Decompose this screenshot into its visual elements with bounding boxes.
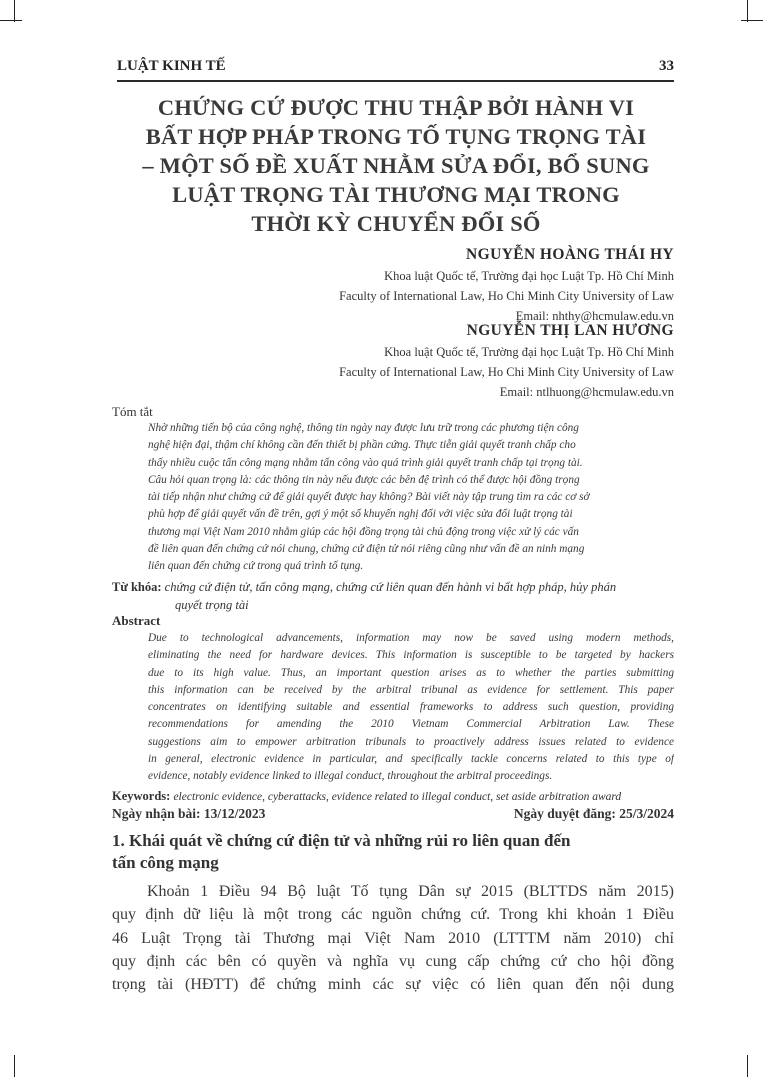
- author-affiliation-en: Faculty of International Law, Ho Chi Minh City University of Law: [339, 365, 674, 379]
- keywords-en: [112, 787, 674, 806]
- body-line: trọng tài (HĐTT) để chứng minh các sự việc có liên quan đến nội dung: [112, 976, 674, 994]
- title-line: THỜI KỲ CHUYỂN ĐỔI SỐ: [251, 211, 541, 236]
- summary-line: thương mại Việt Nam 2010 nhằm giúp các hội đồng trọng tài chủ động trong việc xử lý các vấn: [148, 525, 579, 538]
- crop-mark-bottom-right: [747, 1055, 748, 1077]
- keywords-en-label: Keywords:: [112, 789, 171, 803]
- abstract-line: Due to technological advancements, information may now be saved using modern methods,: [148, 632, 674, 644]
- summary-line: phù hợp để giải quyết vấn đề trên, gợi ý một số khuyến nghị đối với việc sửa đổi luật trọng tài: [148, 508, 573, 521]
- body-paragraph: [112, 880, 674, 996]
- author-email: Email: ntlhuong@hcmulaw.edu.vn: [499, 385, 674, 399]
- abstract-line: eliminating the need for hardware devices. This information is susceptible to be targeted by hackers: [148, 649, 674, 662]
- page-number: 33: [659, 58, 674, 74]
- abstract-line: in general, electronic evidence in particular, and specifically tackle concerns related to this type of: [148, 753, 674, 766]
- crop-mark-top-left-h: [0, 20, 22, 21]
- author-block: [339, 320, 674, 402]
- author-affiliation-vi: Khoa luật Quốc tế, Trường đại học Luật Tp. Hồ Chí Minh: [384, 269, 674, 283]
- summary-label: Tóm tắt: [112, 404, 153, 419]
- keywords-vi-label: Từ khóa:: [112, 580, 162, 594]
- crop-mark-bottom-left: [14, 1055, 15, 1077]
- section-heading-line: tấn công mạng: [112, 853, 219, 872]
- summary-line: đề liên quan đến chứng cứ nói chung, chứng cứ điện tử nói riêng cũng như vấn đề an ninh mạng: [148, 543, 585, 556]
- journal-name: LUẬT KINH TẾ: [117, 58, 226, 74]
- article-title: [100, 93, 692, 238]
- title-line: – MỘT SỐ ĐỀ XUẤT NHẰM SỬA ĐỔI, BỔ SUNG: [142, 153, 650, 178]
- author-affiliation-en: Faculty of International Law, Ho Chi Minh City University of Law: [339, 289, 674, 303]
- abstract-line: evidence, notably evidence linked to illegal conduct, throughout the arbitral proceedings.: [148, 770, 553, 783]
- running-header: [117, 58, 674, 75]
- summary-line: Câu hỏi quan trọng là: các thông tin này nếu được các bên đệ trình có thể được hội đồng trọng: [148, 473, 580, 486]
- keywords-vi-text: chứng cứ điện tử, tấn công mạng, chứng cứ liên quan đến hành vi bất hợp pháp, hủy phán: [164, 580, 617, 594]
- date-accepted: Ngày duyệt đăng: 25/3/2024: [513, 806, 674, 821]
- summary-line: nghệ hiện đại, thậm chí không cần đến thiết bị phần cứng. Thực tiễn giải quyết tranh chấp cho: [148, 439, 576, 452]
- summary-line: thấy nhiều cuộc tấn công mạng nhằm tấn công vào quá trình giải quyết tranh chấp tại trọng tài.: [148, 456, 583, 469]
- title-line: BẤT HỢP PHÁP TRONG TỐ TỤNG TRỌNG TÀI: [145, 124, 647, 149]
- abstract-line: due to its high value. Thus, an important question arises as to whether the parties submitting: [148, 666, 674, 679]
- keywords-en-text: electronic evidence, cyberattacks, evidence related to illegal conduct, set aside arbitration award: [173, 791, 622, 803]
- keywords-vi-text-cont: quyết trọng tài: [175, 598, 249, 612]
- keywords-vi-cont: [175, 596, 674, 614]
- author-name: NGUYỄN THỊ LAN HƯƠNG: [466, 322, 674, 339]
- section-heading: [112, 830, 674, 874]
- author-name: NGUYỄN HOÀNG THÁI HY: [466, 246, 674, 263]
- author-email: Email: nhthy@hcmulaw.edu.vn: [515, 309, 674, 323]
- crop-mark-top-right-h: [741, 20, 763, 21]
- section-heading-line: 1. Khái quát về chứng cứ điện tử và những rủi ro liên quan đến: [112, 831, 571, 850]
- abstract-line: recommendations for amending the 2010 Vietnam Commercial Arbitration Law. These: [148, 718, 674, 731]
- keywords-vi: [112, 578, 674, 596]
- author-block: [339, 244, 674, 326]
- article-dates: [112, 806, 674, 822]
- author-affiliation-vi: Khoa luật Quốc tế, Trường đại học Luật Tp. Hồ Chí Minh: [384, 345, 674, 359]
- body-line: quy định dữ liệu là một trong các nguồn chứng cứ. Trong khi khoản 1 Điều: [112, 906, 674, 924]
- body-line: Khoản 1 Điều 94 Bộ luật Tố tụng Dân sự 2015 (BLTTDS năm 2015): [147, 883, 674, 900]
- abstract-label: Abstract: [112, 613, 161, 628]
- title-line: CHỨNG CỨ ĐƯỢC THU THẬP BỞI HÀNH VI: [157, 95, 635, 120]
- body-line: quy định các bên có quyền và nghĩa vụ cung cấp chứng cứ cho hội đồng: [112, 952, 674, 970]
- body-line: 46 Luật Trọng tài Thương mại Việt Nam 2010 (LTTTM năm 2010) chỉ: [112, 929, 674, 947]
- date-received: Ngày nhận bài: 13/12/2023: [112, 806, 266, 821]
- summary-line: Nhờ những tiến bộ của công nghệ, thông tin ngày nay được lưu trữ trong các phương tiện công: [148, 422, 579, 434]
- title-line: LUẬT TRỌNG TÀI THƯƠNG MẠI TRONG: [172, 182, 620, 207]
- crop-mark-top-left: [14, 0, 15, 22]
- abstract-text: [148, 630, 674, 786]
- header-rule: [117, 80, 674, 82]
- abstract-line: this information can be received by the arbitral tribunal as evidence for settlement. This paper: [148, 683, 674, 696]
- summary-line: liên quan đến chứng cứ trong quá trình tố tụng.: [148, 560, 364, 573]
- summary-text: [148, 420, 674, 576]
- crop-mark-top-right: [747, 0, 748, 22]
- abstract-line: suggestions aim to empower arbitration tribunals to proactively address issues related to evidence: [148, 735, 674, 748]
- abstract-line: concentrates on identifying suitable and essential frameworks to address such question, providing: [148, 701, 674, 714]
- summary-line: tài tiếp nhận như chứng cứ để giải quyết được hay không? Bài viết này tập trung tìm ra các cơ sở: [148, 491, 590, 504]
